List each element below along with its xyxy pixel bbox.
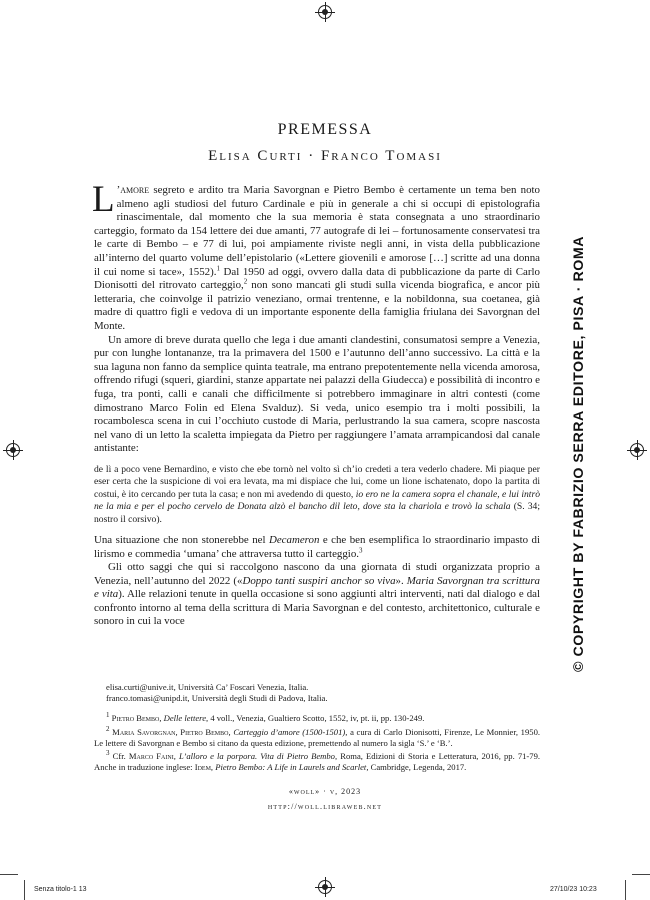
journal-url[interactable]: http://woll.libraweb.net	[267, 802, 383, 811]
author-2: Franco Tomasi	[320, 148, 442, 164]
footnote-ref-3[interactable]: 3	[359, 545, 363, 554]
crop-mark	[0, 874, 18, 875]
footnote-2: $^2$ Maria Savorgnan, Pietro Bembo, Carteggio d’amore (1500-1501), a cura di Carlo Dionisotti, Firenze, Le Monnier, 1950. Le lettere di Savorgnan e Bembo si citano da questa edizione, premettendo al numero la sigla ‘S.’ e ‘B.’.	[94, 724, 541, 748]
paragraph-4: Gli otto saggi che qui si raccolgono nascono da una giornata di studi organizzata proprio a Venezia, nell’autunno del 2022 («Doppo tanti suspiri anchor so viva». Maria Savorgnan tra scrittura e vita). Alle relazioni tenute in quella occasione si sono aggiunti altri interventi, nati dal dialogo e dal confronto intorno al tema della scrittura di Maria Savorgnan e del contesto, architettonico, culturale e sonoro in cui la voce	[94, 561, 540, 628]
registration-mark-top	[318, 5, 332, 19]
footnote-ref-2[interactable]: 2	[243, 277, 248, 286]
drop-cap: L	[92, 179, 115, 220]
copyright-notice: © COPYRIGHT BY FABRIZIO SERRA EDITORE, PISA · ROMA	[571, 235, 587, 672]
footnote-ref-1[interactable]: 1	[216, 263, 220, 272]
slug-right: 27/10/23 10:23	[550, 886, 597, 893]
crop-mark	[632, 874, 650, 875]
footnote-3: $^3$ Cfr. Marco Faini, L’alloro e la porpora. Vita di Pietro Bembo, Roma, Edizioni di Storia e Letteratura, 2016, pp. 71-79. Anche in traduzione inglese: Idem, Pietro Bembo: A Life in Laurels and Scarlet, Cambridge, Legenda, 2017.	[94, 749, 541, 773]
main-text	[92, 179, 541, 629]
registration-mark-bottom	[318, 880, 332, 894]
author-separator: ·	[308, 148, 316, 164]
authors	[0, 148, 650, 165]
paragraph-1: L ’amore segreto e ardito tra Maria Savorgnan e Pietro Bembo è certamente un tema ben noto almeno agli studiosi del futuro Cardinale e più in generale a chi si occupi di epistolografia rinascimentale, dal momento che la sua memoria è stata consegnata a uno straordinario carteggio, formato da 154 lettere dei due amanti, 77 autografe di lei – fortunosamente conservatesi tra le carte di Bembo – e 77 di lui, poi ampiamente riviste negli anni, in vista della pubblicazione all’interno del quarto volume dell’epistolario («Lettere giovenili e amorose […] scritte ad una donna il cui nome si tace», 1552).$^1$ Dal 1950 ad oggi, ovvero dalla data di pubblicazione da parte di Carlo Dionisotti del ritrovato carteggio,$^2$ non sono mancati gli studi sulla vicenda biografica, e ancor più letteraria, che coinvolge il patrizio veneziano, ormai trentenne, e la nobildonna, sua coetanea, già madre di quattro figli e vedova di un importante esponente della famiglia friulana dei Savorgnan del Monte.	[92, 179, 540, 332]
paragraph-3: Una situazione che non stonerebbe nel Decameron e che ben esemplifica lo straordinario impasto di lirismo e commedia ‘umana’ che attraversa tutto il carteggio.$^3$	[94, 533, 541, 560]
author-email-2: franco.tomasi@unipd.it, Università degli Studi di Padova, Italia.	[106, 693, 328, 704]
author-email-1: elisa.curti@unive.it, Università Ca’ Foscari Venezia, Italia.	[106, 682, 309, 692]
block-quote: de lì a poco vene Bernardino, e visto che ebe tornò nel volto sì ch’io credeti a tera vederlo chadere. Mi piaque per eser certa che la suspicione di voi era levata, ma mi dispiace che lui, come un lione ischatenato, dopo la partita di costui, è ito cercando per tuta la casa; e non mi avedendo di questo, io ero ne la camera sopra el chanale, e lui intrò ne la mia e per el pocho cervelo de Donata alzò el bancho dil leto, dove sta la chariola e trovò la schala (S. 34; nostro il corsivo).	[94, 463, 540, 525]
footnote-1: $^1$ Pietro Bembo, Delle lettere, 4 voll., Venezia, Gualtiero Scotto, 1552, iv, pt. ii, pp. 130-249.	[106, 711, 425, 724]
registration-mark-right	[630, 443, 644, 457]
journal-footer: «woll» · v, 2023	[288, 787, 362, 796]
footnotes	[94, 682, 540, 773]
slug-left: Senza titolo-1 13	[34, 886, 87, 893]
crop-mark	[625, 880, 626, 900]
opening-word: ’amore	[116, 184, 150, 196]
crop-mark	[24, 880, 25, 900]
paragraph-2: Un amore di breve durata quello che lega i due amanti clandestini, consumatosi sempre a Venezia, pur con lunghe lontananze, tra la primavera del 1500 e l’autunno dell’anno successivo. La città e la sua laguna non fanno da semplice quinta teatrale, ma entrano prepotentemente nella vicenda amorosa, offrendo rifugi (squeri, giardini, stanze appartate nei palazzi della Giudecca) e possibilità di incontro e fuga, tra ponti, calli e canali che difficilmente si potrebbero immaginare in altri contesti (come dimostrano Marco Folin ed Elena Svalduz). Si veda, unico esempio tra i molti possibili, la rocambolesca scena in cui l’occhiuto custode di Maria, perlustrando la sua camera, scopre nascosta nel vano di un letto la scaletta impiegata da Pietro per raggiungere l’amata arrampicandosi dal canale antistante:	[94, 333, 540, 455]
registration-mark-left	[6, 443, 20, 457]
author-1: Elisa Curti	[208, 148, 303, 164]
page-title: PREMESSA	[277, 121, 373, 138]
